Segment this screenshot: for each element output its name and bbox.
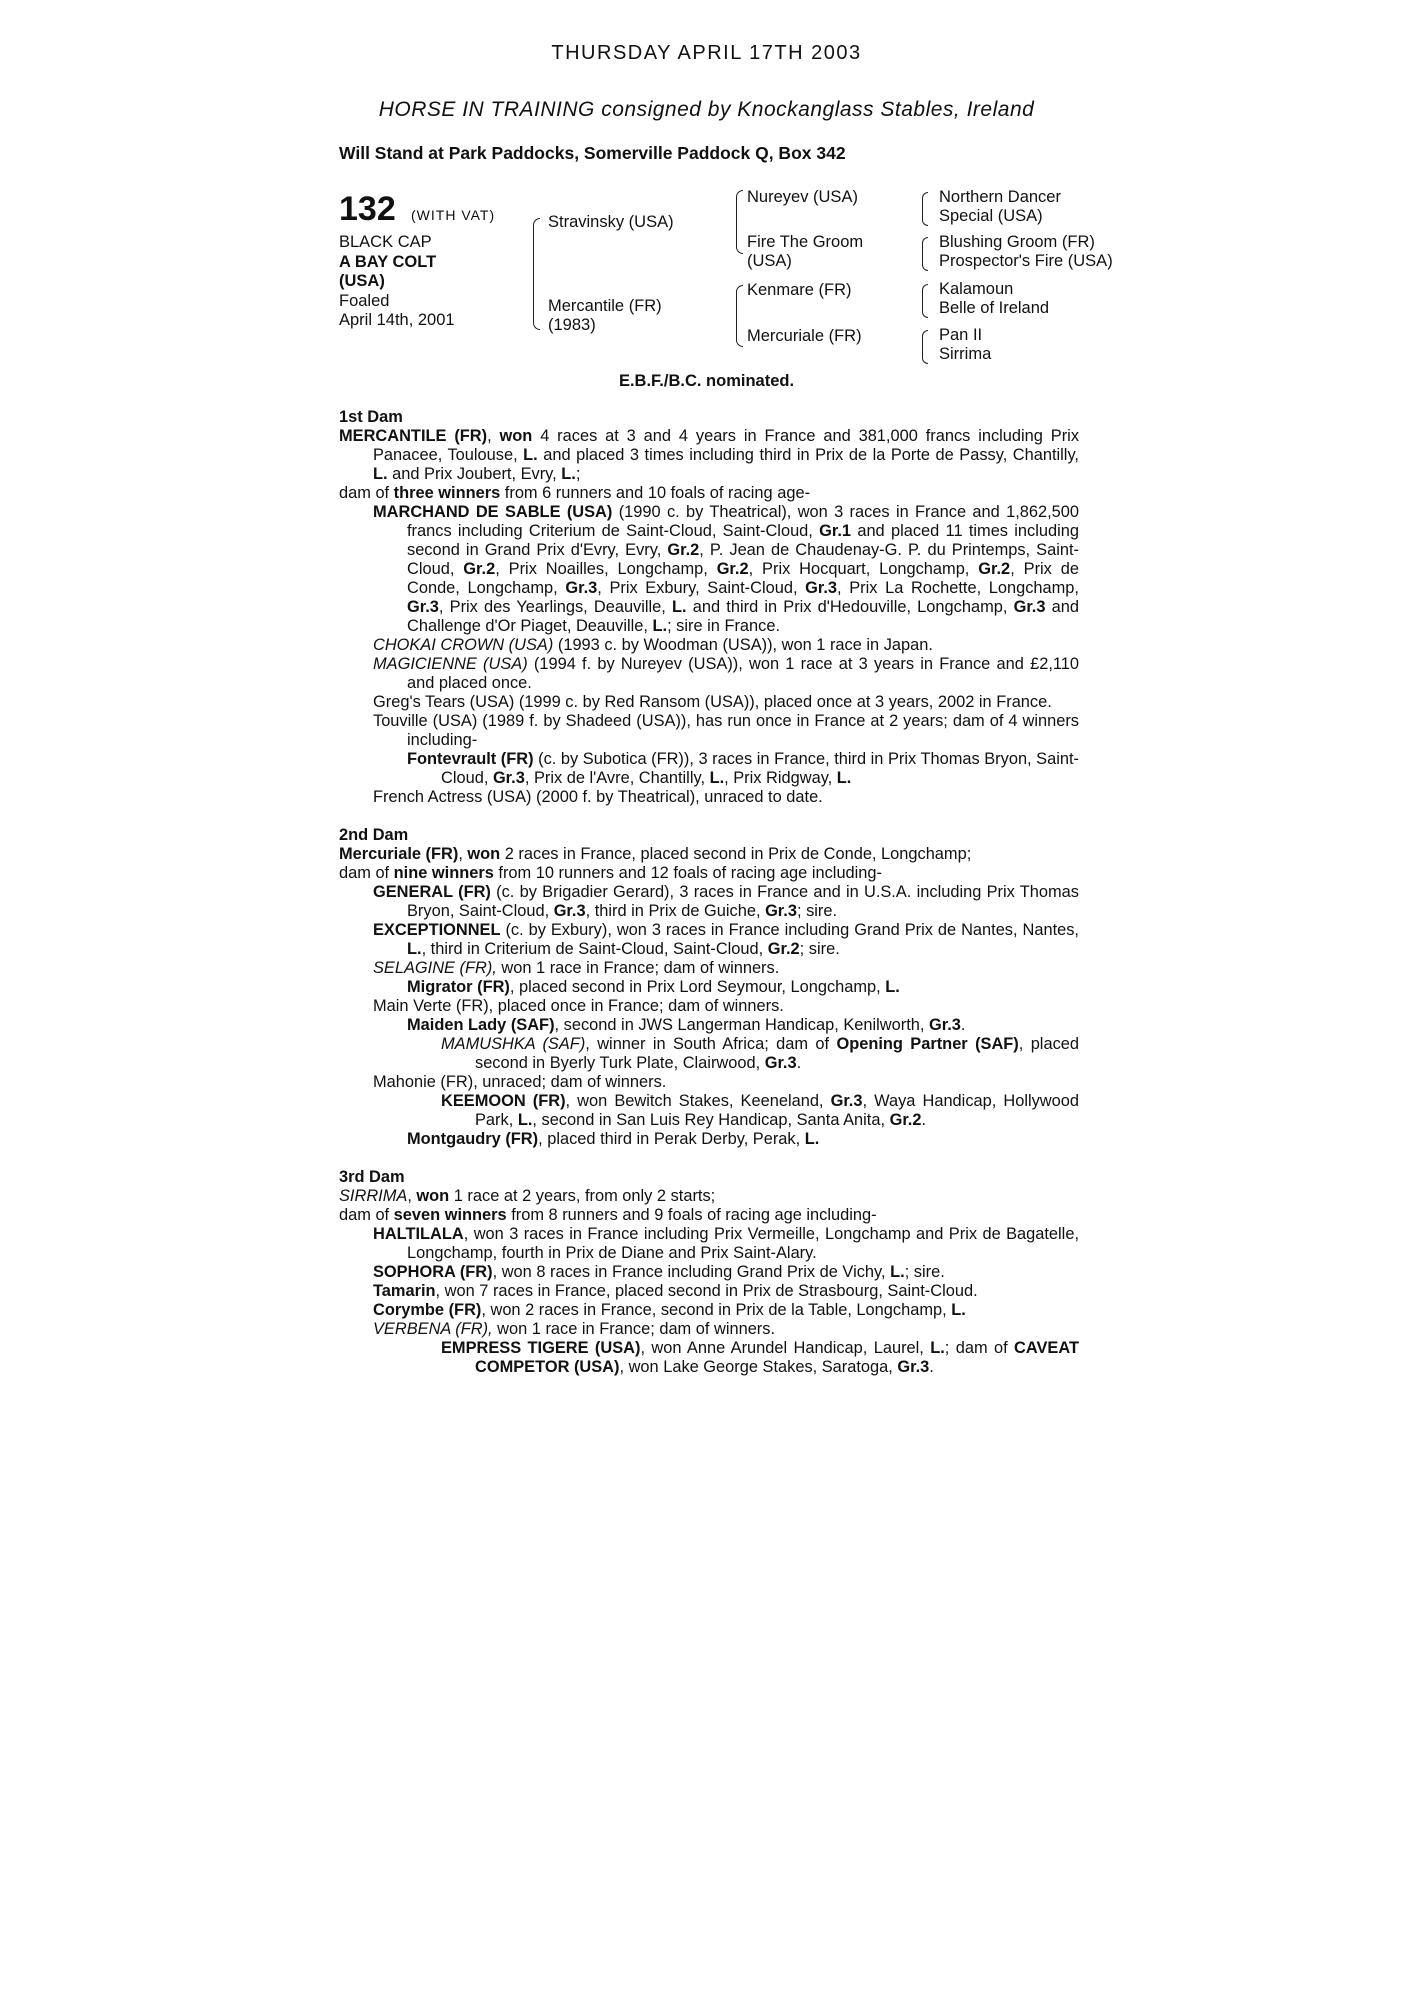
record-text: , placed third in Perak Derby, Perak,: [538, 1130, 805, 1148]
pedigree-brace: [922, 192, 928, 226]
progeny-name: CAVEAT COMPETOR (USA): [475, 1339, 1079, 1376]
record-text: won 1 race in France; dam of winners.: [492, 1320, 776, 1338]
progeny-name: KEEMOON (FR): [441, 1092, 566, 1110]
record-text: .: [929, 1358, 934, 1376]
progeny-name: Maiden Lady (SAF): [407, 1016, 555, 1034]
winners-count: three winners: [393, 484, 501, 502]
record-text: ; sire in France.: [667, 617, 781, 635]
produce-summary: [339, 864, 1079, 883]
second-dam-heading: 2nd Dam: [339, 826, 409, 844]
record-text: (c. by Subotica (FR)), 3 races in France, third in Prix Thomas Bryon, Saint-Cloud,: [441, 750, 1079, 787]
progeny-name: Migrator (FR): [407, 978, 510, 996]
group-mark: Gr.3: [830, 1092, 863, 1110]
pedigree-dam-dam: Mercuriale (FR): [747, 327, 862, 345]
winners-count: nine winners: [393, 864, 494, 882]
listed-mark: L.: [930, 1339, 945, 1357]
progeny-name: Fontevrault (FR): [407, 750, 534, 768]
won-label: won: [416, 1187, 450, 1205]
pedigree-sire-sire: Nureyev (USA): [747, 188, 858, 206]
record-text: , Prix de Conde, Longchamp,: [407, 560, 1080, 597]
group-mark: Gr.2: [978, 560, 1011, 578]
nomination-note: E.B.F./B.C. nominated.: [618, 372, 795, 390]
progeny-entry: [339, 883, 1079, 921]
group-mark: Gr.3: [1013, 598, 1046, 616]
horse-origin: (USA): [339, 272, 385, 290]
grand-progeny-entry: [339, 1339, 1079, 1377]
group-mark: Gr.3: [492, 769, 525, 787]
record-text: , second in San Luis Rey Handicap, Santa Anita,: [532, 1111, 890, 1129]
record-text: , won Lake George Stakes, Saratoga,: [619, 1358, 898, 1376]
progeny-entry: Touville (USA) (1989 f. by Shadeed (USA)), has run once in France at 2 years; dam of 4 winners including-: [373, 712, 1079, 749]
record-text: , Prix des Yearlings, Deauville,: [438, 598, 673, 616]
group-mark: Gr.2: [667, 541, 700, 559]
grand-progeny-entry: [339, 1035, 1079, 1073]
progeny-entry: Mahonie (FR), unraced; dam of winners.: [373, 1073, 667, 1091]
record-text: and Challenge d'Or Piaget, Deauville,: [407, 598, 1080, 635]
pedigree-dss: Kalamoun: [939, 280, 1014, 298]
progeny-name: SOPHORA (FR): [373, 1263, 493, 1281]
pedigree-brace: [922, 284, 928, 318]
progeny-entry: [339, 655, 1079, 693]
record-text: , third in Prix de Guiche,: [585, 902, 766, 920]
group-mark: Gr.3: [897, 1358, 930, 1376]
progeny-entry: French Actress (USA) (2000 f. by Theatrical), unraced to date.: [373, 788, 823, 806]
progeny-name: VERBENA (FR),: [373, 1320, 493, 1338]
record-text: and placed 3 times including third in Prix de la Porte de Passy, Chantilly,: [537, 446, 1079, 464]
group-mark: Gr.3: [928, 1016, 961, 1034]
record-text: .: [921, 1111, 927, 1129]
pedigree-sds: Blushing Groom (FR): [939, 233, 1095, 251]
first-dam-record: MERCANTILE (FR), won 4 races at 3 and 4 years in France and 381,000 francs including Prix Panacee, Toulouse, L. and placed 3 times including third in Prix de la Porte de Passy, Chantilly, L. and Prix Joubert, Evry, L.;: [339, 427, 1080, 483]
group-mark: Gr.3: [553, 902, 586, 920]
listed-mark: L.: [652, 617, 668, 635]
group-mark: Gr.3: [805, 579, 838, 597]
progeny-name: MARCHAND DE SABLE (USA): [373, 503, 613, 521]
pedigree-dam-year: (1983): [548, 316, 596, 334]
first-dam-heading: 1st Dam: [339, 408, 403, 426]
pedigree-brace: [533, 218, 540, 330]
record-text: , won 7 races in France, placed second in Prix de Strasbourg, Saint-Cloud.: [435, 1282, 978, 1300]
won-label: won: [467, 845, 501, 863]
group-mark: Gr.3: [407, 598, 439, 616]
listed-mark: L.: [373, 465, 388, 483]
group-mark: Gr.2: [716, 560, 749, 578]
progeny-name: HALTILALA: [373, 1225, 464, 1243]
pedigree-brace: [736, 190, 743, 254]
progeny-entry: [339, 636, 1079, 655]
record-text: dam of: [339, 864, 394, 882]
record-text: ,: [407, 1187, 417, 1205]
progeny-entry: Greg's Tears (USA) (1999 c. by Red Ransom (USA)), placed once at 3 years, 2002 in France.: [373, 693, 1052, 711]
record-text: won 1 race in France; dam of winners.: [496, 959, 780, 977]
record-text: ; sire.: [799, 940, 840, 958]
grand-progeny-entry: [339, 1092, 1079, 1130]
progeny-name: MAMUSHKA (SAF): [441, 1035, 586, 1053]
record-text: , Waya Handicap, Hollywood Park,: [475, 1092, 1079, 1129]
record-text: (1994 f. by Nureyev (USA)), won 1 race at 3 years in France and £2,110 and placed once.: [407, 655, 1079, 692]
listed-mark: L.: [804, 1130, 820, 1148]
record-text: .: [960, 1016, 966, 1034]
group-mark: Gr.2: [463, 560, 496, 578]
progeny-entry: [339, 1320, 1079, 1339]
progeny-name: Montgaudry (FR): [407, 1130, 539, 1148]
grand-progeny-entry: [339, 1016, 1079, 1035]
progeny-entry: [339, 921, 1079, 959]
record-text: and placed 11 times including second in Grand Prix d'Evry, Evry,: [407, 522, 1079, 559]
group-mark: Gr.2: [889, 1111, 922, 1129]
pedigree-sire-dam-origin: (USA): [747, 252, 792, 270]
grand-progeny-entry: [339, 1130, 1079, 1149]
listed-mark: L.: [523, 446, 538, 464]
record-text: from 10 runners and 12 foals of racing age including-: [493, 864, 883, 882]
record-text: , Prix Noailles, Longchamp,: [495, 560, 717, 578]
record-text: , Prix Ridgway,: [724, 769, 837, 787]
progeny-name: Corymbe (FR): [373, 1301, 482, 1319]
record-text: (c. by Exbury), won 3 races in France including Grand Prix de Nantes, Nantes,: [500, 921, 1079, 939]
dam-name: SIRRIMA: [339, 1187, 408, 1205]
listed-mark: L.: [885, 978, 900, 996]
record-text: , winner in South Africa; dam of: [585, 1035, 837, 1053]
group-mark: Gr.2: [767, 940, 800, 958]
record-text: , won 8 races in France including Grand Prix de Vichy,: [492, 1263, 891, 1281]
produce-summary: [339, 1206, 1079, 1225]
record-text: , won Bewitch Stakes, Keeneland,: [565, 1092, 831, 1110]
progeny-entry: [339, 1282, 1079, 1301]
progeny-entry: [339, 503, 1079, 636]
progeny-name: GENERAL (FR): [373, 883, 491, 901]
record-text: , Prix La Rochette, Longchamp,: [837, 579, 1079, 597]
grand-progeny-entry: [339, 750, 1079, 788]
horse-info: [339, 233, 455, 331]
horse-description: A BAY COLT: [339, 252, 437, 271]
record-text: and Prix Joubert, Evry,: [387, 465, 562, 483]
group-mark: Gr.3: [765, 902, 797, 920]
horse-name: BLACK CAP: [339, 233, 432, 251]
record-text: ; sire.: [904, 1263, 945, 1281]
won-label: won: [499, 427, 533, 445]
winners-count: seven winners: [393, 1206, 507, 1224]
dam-name: MERCANTILE (FR): [339, 427, 488, 445]
record-text: , placed second in Byerly Turk Plate, Clairwood,: [475, 1035, 1079, 1072]
pedigree-brace: [736, 285, 743, 347]
listed-mark: L.: [951, 1301, 966, 1319]
group-mark: Gr.3: [764, 1054, 797, 1072]
record-text: , P. Jean de Chaudenay-G. P. du Printemps, Saint-Cloud,: [407, 541, 1079, 578]
progeny-name: EMPRESS TIGERE (USA): [441, 1339, 641, 1357]
progeny-entry: [339, 1301, 1079, 1320]
record-text: 4 races at 3 and 4 years in France and 381,000 francs including Prix Panacee, Toulouse,: [373, 427, 1080, 464]
progeny-name: EXCEPTIONNEL: [373, 921, 501, 939]
progeny-entry: Main Verte (FR), placed once in France; dam of winners.: [373, 997, 784, 1015]
record-text: 2 races in France, placed second in Prix de Conde, Longchamp;: [500, 845, 972, 863]
record-text: , Prix Hocquart, Longchamp,: [748, 560, 979, 578]
record-text: ; sire.: [796, 902, 838, 920]
listed-mark: L.: [836, 769, 852, 787]
pedigree-dam: Mercantile (FR): [548, 297, 662, 315]
listed-mark: L.: [517, 1111, 533, 1129]
record-text: , placed second in Prix Lord Seymour, Longchamp,: [509, 978, 886, 996]
record-text: from 8 runners and 9 foals of racing age including-: [506, 1206, 877, 1224]
record-text: , won 3 races in France including Prix Vermeille, Longchamp and Prix de Bagatelle, Longchamp, fourth in Prix de Diane and Prix Saint-Alary.: [407, 1225, 1079, 1262]
record-text: .: [796, 1054, 802, 1072]
listed-mark: L.: [407, 940, 422, 958]
record-text: from 6 runners and 10 foals of racing age-: [500, 484, 811, 502]
progeny-entry: [339, 959, 1079, 978]
consignment-line: HORSE IN TRAINING consigned by Knockanglass Stables, Ireland: [378, 98, 1035, 121]
record-text: and third in Prix d'Hedouville, Longchamp,: [686, 598, 1014, 616]
pedigree-sdd: Prospector's Fire (USA): [939, 252, 1113, 270]
record-text: 1 race at 2 years, from only 2 starts;: [449, 1187, 716, 1205]
produce-summary: [339, 484, 1079, 503]
pedigree-dds: Pan II: [939, 326, 983, 344]
progeny-entry: [339, 1225, 1079, 1263]
pedigree-ssd: Special (USA): [939, 207, 1043, 225]
sale-date: THURSDAY APRIL 17TH 2003: [551, 42, 862, 64]
progeny-name: Tamarin: [373, 1282, 436, 1300]
record-text: (1993 c. by Woodman (USA)), won 1 race in Japan.: [553, 636, 933, 654]
second-dam-record: Mercuriale (FR), won 2 races in France, placed second in Prix de Conde, Longchamp;: [339, 845, 972, 863]
pedigree-sire: Stravinsky (USA): [548, 213, 674, 231]
pedigree-dsd: Belle of Ireland: [939, 299, 1050, 317]
stand-location: Will Stand at Park Paddocks, Somerville Paddock Q, Box 342: [339, 143, 846, 163]
listed-mark: L.: [709, 769, 725, 787]
record-text: , Prix Exbury, Saint-Cloud,: [597, 579, 806, 597]
listed-mark: L.: [672, 598, 687, 616]
progeny-entry: [339, 1263, 1079, 1282]
third-dam-heading: 3rd Dam: [339, 1168, 405, 1186]
record-text: (c. by Brigadier Gerard), 3 races in France and in U.S.A. including Prix Thomas Bryon, Saint-Cloud,: [407, 883, 1079, 920]
vat-note: (WITH VAT): [411, 207, 496, 223]
foaled-label: Foaled: [339, 291, 390, 310]
progeny-name: SELAGINE (FR),: [373, 959, 497, 977]
record-text: (1990 c. by Theatrical), won 3 races in France and 1,862,500 francs including Criterium de Saint-Cloud, Saint-Cloud,: [407, 503, 1079, 540]
record-text: ;: [575, 465, 581, 483]
dam-name: Mercuriale (FR): [339, 845, 459, 863]
record-text: , won Anne Arundel Handicap, Laurel,: [640, 1339, 931, 1357]
progeny-name: Opening Partner (SAF): [836, 1035, 1019, 1053]
listed-mark: L.: [561, 465, 576, 483]
pedigree-brace: [922, 237, 928, 271]
record-text: ; dam of: [944, 1339, 1008, 1357]
record-text: , won 2 races in France, second in Prix de la Table, Longchamp,: [481, 1301, 952, 1319]
catalogue-body: [339, 408, 1079, 1377]
record-text: , second in JWS Langerman Handicap, Kenilworth,: [554, 1016, 929, 1034]
foaled-date: April 14th, 2001: [339, 311, 455, 329]
record-text: dam of: [339, 484, 394, 502]
pedigree-ddd: Sirrima: [939, 345, 992, 363]
record-text: dam of: [339, 1206, 394, 1224]
lot-number: 132: [339, 190, 396, 228]
group-mark: Gr.1: [819, 522, 852, 540]
progeny-name: MAGICIENNE (USA): [373, 655, 528, 673]
third-dam-record: [339, 1187, 1079, 1206]
listed-mark: L.: [890, 1263, 905, 1281]
record-text: , Prix de l'Avre, Chantilly,: [524, 769, 710, 787]
progeny-name: CHOKAI CROWN (USA): [373, 636, 554, 654]
pedigree-sire-dam: Fire The Groom: [747, 233, 864, 251]
pedigree-sss: Northern Dancer: [939, 188, 1061, 206]
group-mark: Gr.3: [565, 579, 598, 597]
grand-progeny-entry: [339, 978, 1079, 997]
pedigree-dam-sire: Kenmare (FR): [747, 281, 852, 299]
pedigree-brace: [922, 330, 928, 364]
record-text: , third in Criterium de Saint-Cloud, Saint-Cloud,: [421, 940, 768, 958]
